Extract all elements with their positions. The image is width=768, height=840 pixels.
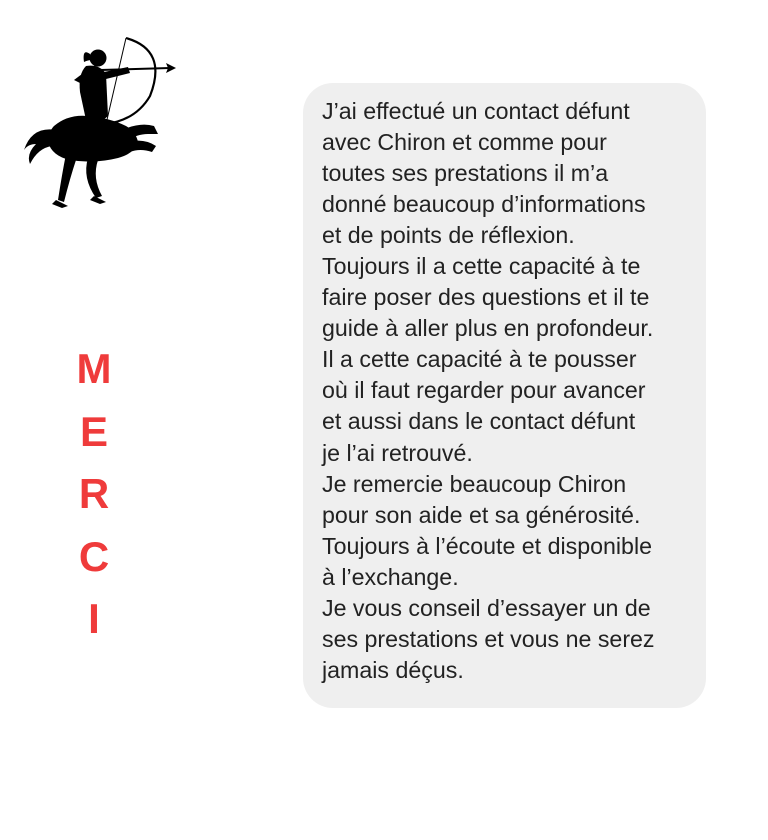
testimonial-bubble: [303, 83, 706, 708]
centaur-archer-icon: [18, 30, 188, 215]
merci-letter: R: [78, 470, 110, 517]
merci-letter: E: [79, 407, 108, 455]
merci-vertical-word: [62, 338, 126, 651]
merci-letter: C: [78, 532, 110, 580]
merci-letter: I: [88, 595, 100, 642]
merci-letter: M: [76, 345, 112, 392]
centaur-archer-logo: [18, 30, 188, 215]
testimonial-text: J’ai effectué un contact défunt avec Chiron et comme pour toutes ses prestations il m’a donné beaucoup d’informations et de points de réflexion. Toujours il a cette capacité à te faire poser des questions et il te guide à aller plus en profondeur. Il a cette capacité à te pousser où il faut regarder pour avancer et aussi dans le contact défunt je l’ai retrouvé. Je remercie beaucoup Chiron pour son aide et sa générosité. Toujours à l’écoute et disponible à l’exchange. Je vous conseil d’essayer un de ses prestations et vous ne serez jamais déçus.: [322, 98, 655, 683]
